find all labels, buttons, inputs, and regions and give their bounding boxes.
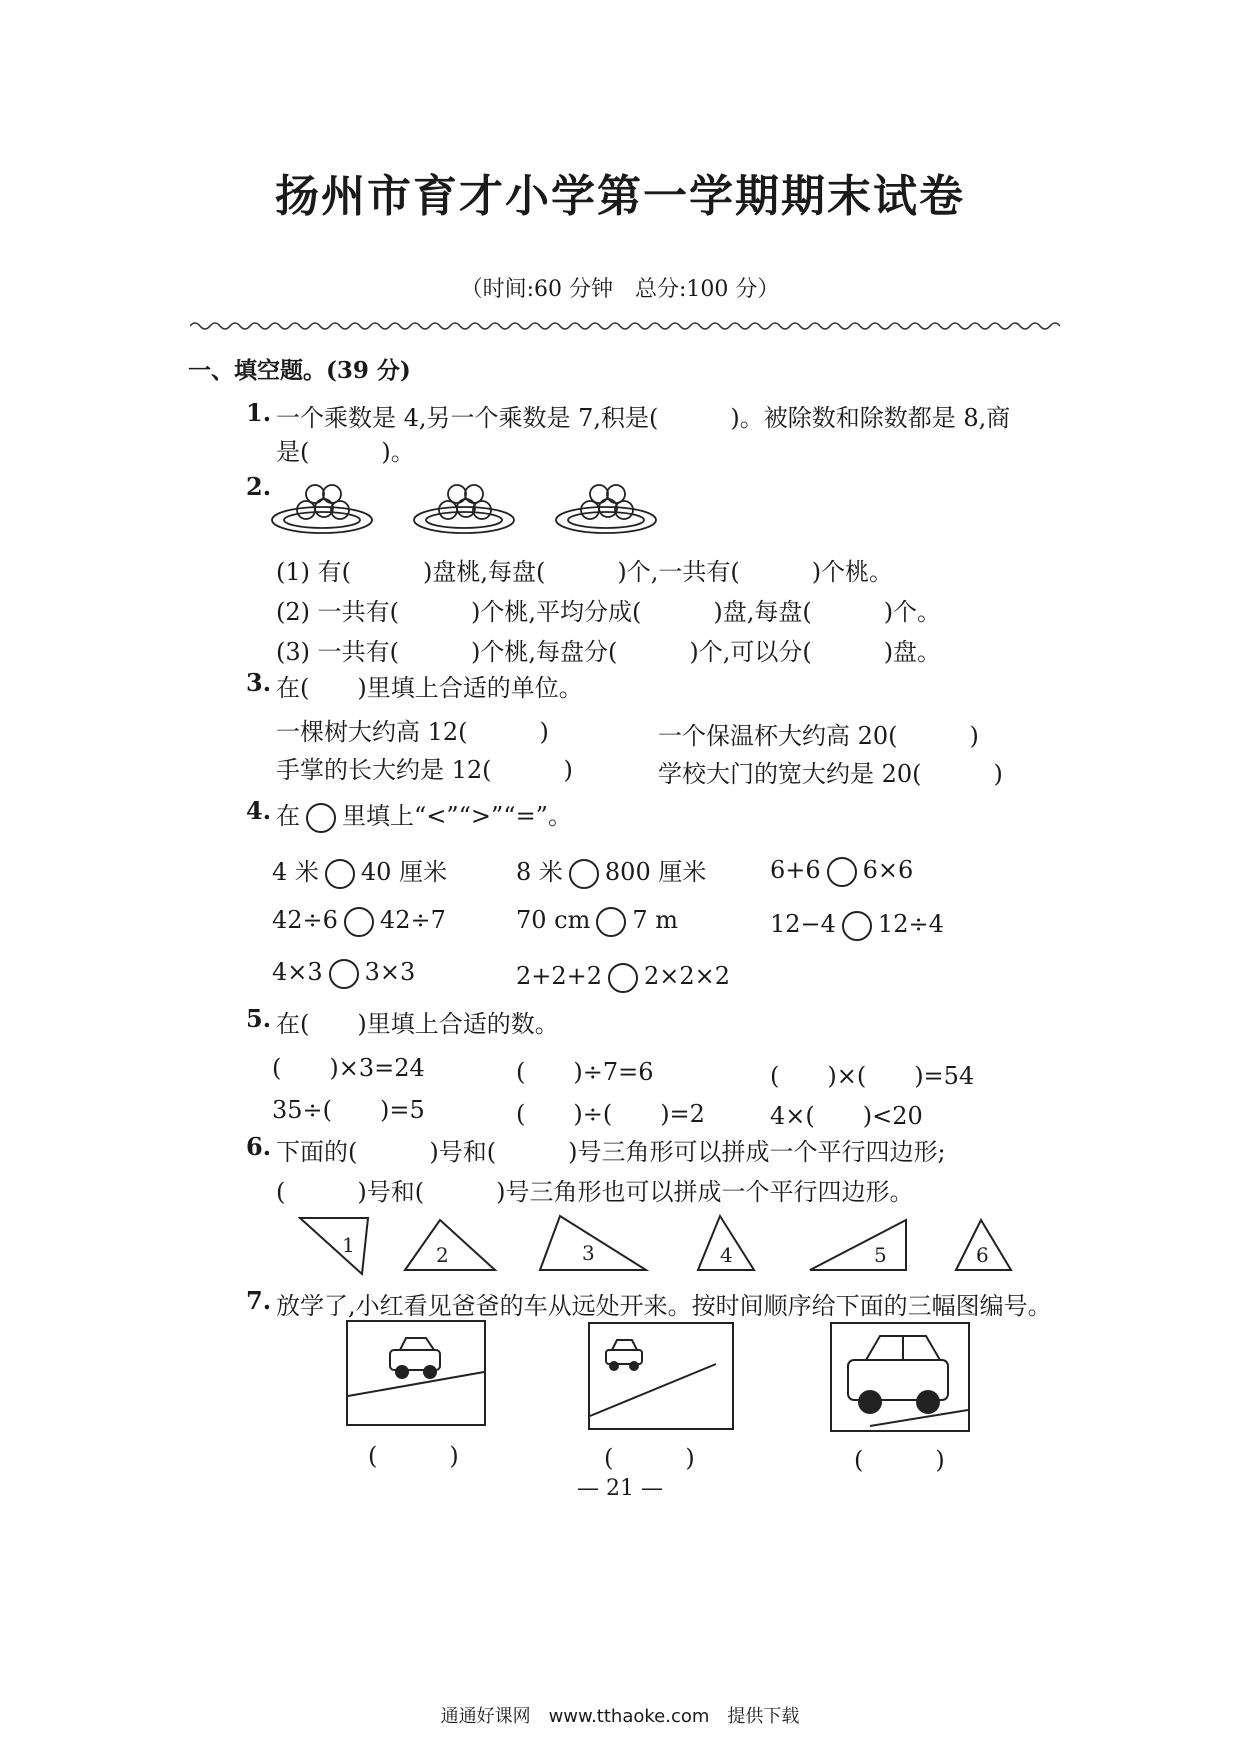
question-3-stem: 在( )里填上合适的单位。 — [276, 674, 583, 702]
compare-item: 42÷6 42÷7 — [272, 906, 446, 937]
page-number: — 21 — — [577, 1476, 663, 1501]
compare-circle[interactable] — [569, 859, 599, 889]
question-5-item: ( )÷7=6 — [516, 1058, 654, 1086]
question-number: 7. — [246, 1286, 272, 1315]
compare-circle[interactable] — [596, 907, 626, 937]
car-picture-large — [830, 1322, 970, 1432]
compare-item: 2+2+2 2×2×2 — [516, 962, 730, 993]
question-4-stem-pre: 在 — [276, 802, 300, 830]
question-2-part2: (2) 一共有( )个桃,平均分成( )盘,每盘( )个。 — [276, 598, 942, 626]
triangle-label: 2 — [436, 1243, 449, 1267]
question-number: 1. — [246, 398, 272, 427]
compare-circle[interactable] — [827, 857, 857, 887]
question-2-part1: (1) 有( )盘桃,每盘( )个,一共有( )个桃。 — [276, 558, 894, 586]
compare-circle[interactable] — [329, 959, 359, 989]
question-1-line2: 是( )。 — [276, 438, 415, 466]
triangle-label: 3 — [582, 1241, 595, 1265]
triangle-label: 6 — [976, 1243, 989, 1267]
question-5-item: 35÷( )=5 — [272, 1096, 425, 1124]
car-picture-medium — [346, 1320, 486, 1426]
question-2-part3: (3) 一共有( )个桃,每盘分( )个,可以分( )盘。 — [276, 638, 942, 666]
answer-blank[interactable]: ( ) — [854, 1446, 945, 1474]
footer-credit: 通通好课网 www.tthaoke.com 提供下载 — [440, 1706, 800, 1727]
question-5-item: ( )×3=24 — [272, 1054, 425, 1082]
question-3-item: 手掌的长大约是 12( ) — [276, 756, 573, 784]
compare-item: 4 米 40 厘米 — [272, 852, 447, 889]
compare-item: 4×3 3×3 — [272, 958, 415, 989]
triangle-label: 4 — [720, 1243, 733, 1267]
question-1-line1: 一个乘数是 4,另一个乘数是 7,积是( )。被除数和除数都是 8,商 — [276, 404, 1011, 432]
triangle-label: 5 — [874, 1243, 887, 1267]
question-number: 4. — [246, 796, 272, 825]
peach-plate — [556, 485, 656, 533]
answer-blank[interactable]: ( ) — [368, 1442, 459, 1470]
triangle-5 — [810, 1220, 906, 1270]
compare-item: 6+6 6×6 — [770, 856, 913, 887]
question-number: 2. — [246, 472, 272, 501]
compare-circle[interactable] — [344, 907, 374, 937]
question-6-line1: 下面的( )号和( )号三角形可以拼成一个平行四边形; — [276, 1138, 946, 1166]
question-6-line2: ( )号和( )号三角形也可以拼成一个平行四边形。 — [276, 1178, 914, 1206]
compare-item: 8 米 800 厘米 — [516, 852, 706, 889]
question-3-item: 一个保温杯大约高 20( ) — [658, 722, 979, 750]
decorative-divider — [190, 318, 1060, 334]
question-4-stem-post: 里填上“<”“>”“=”。 — [342, 802, 572, 830]
car-picture-small — [588, 1322, 734, 1430]
question-5-item: 4×( )<20 — [770, 1102, 923, 1130]
compare-item: 12−4 12÷4 — [770, 910, 944, 941]
question-4-stem — [276, 796, 572, 833]
compare-circle[interactable] — [608, 963, 638, 993]
triangle-1 — [300, 1218, 368, 1274]
compare-circle[interactable] — [325, 859, 355, 889]
compare-circle[interactable] — [842, 911, 872, 941]
question-5-item: ( )×( )=54 — [770, 1062, 975, 1090]
peach-plate — [272, 485, 372, 533]
peach-plate — [414, 485, 514, 533]
answer-blank[interactable]: ( ) — [604, 1444, 695, 1472]
question-3-item: 一棵树大约高 12( ) — [276, 718, 549, 746]
triangle-2 — [405, 1220, 495, 1270]
compare-item: 70 cm 7 m — [516, 906, 678, 937]
triangle-label: 1 — [342, 1233, 355, 1257]
compare-circle — [306, 803, 336, 833]
peach-plates-illustration — [270, 470, 690, 542]
question-number: 6. — [246, 1132, 272, 1161]
question-5-item: ( )÷( )=2 — [516, 1100, 705, 1128]
exam-info: （时间:60 分钟 总分:100 分） — [460, 277, 780, 302]
question-number: 3. — [246, 668, 272, 697]
question-number: 5. — [246, 1004, 272, 1033]
question-7-stem: 放学了,小红看见爸爸的车从远处开来。按时间顺序给下面的三幅图编号。 — [276, 1292, 1052, 1320]
question-3-item: 学校大门的宽大约是 20( ) — [658, 760, 1003, 788]
triangles-figure — [290, 1208, 1030, 1282]
section-heading: 一、填空题。(39 分) — [188, 357, 411, 384]
question-5-stem: 在( )里填上合适的数。 — [276, 1010, 559, 1038]
page-title: 扬州市育才小学第一学期期末试卷 — [275, 171, 965, 222]
